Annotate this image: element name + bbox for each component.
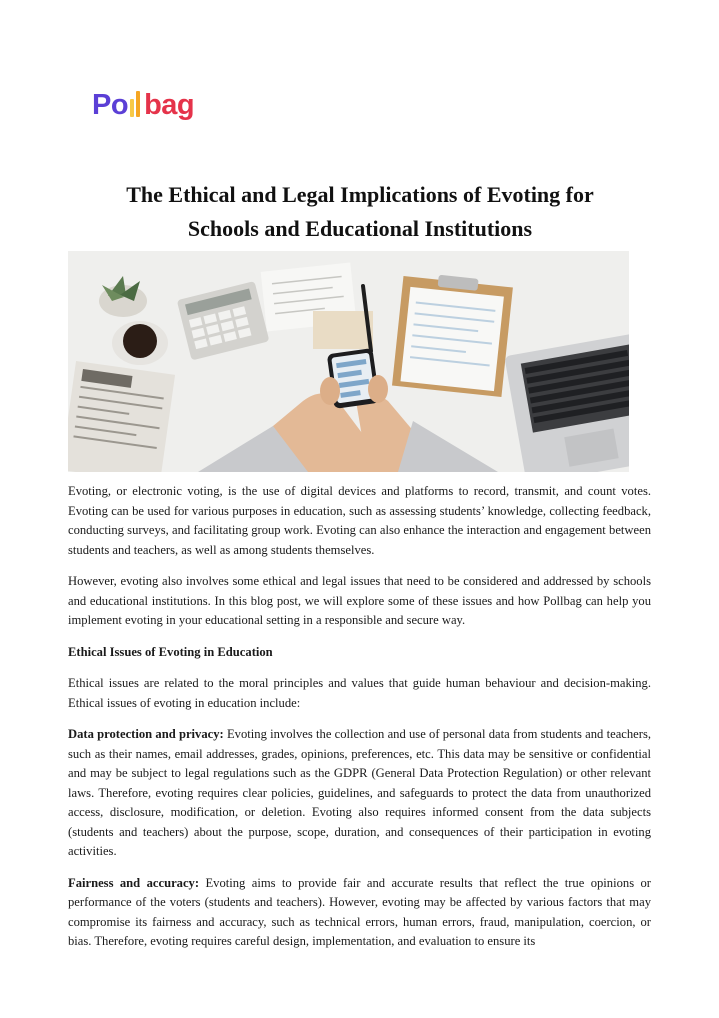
fairness-text: Evoting aims to provide fair and accurate results that reflect the true opinions or performance of the voters (students and teachers). However, evoting may be affected by various factors that may compromise its fairness and accuracy, such as technical errors, human errors, fraud, manipulation, coercion, or bias. Therefore, evoting requires careful design, implementation, and evaluation to ensure its bbox=[68, 875, 651, 948]
pollbag-logo bbox=[92, 86, 194, 120]
data-protection-label: Data protection and privacy: bbox=[68, 727, 224, 741]
desk-illustration bbox=[68, 251, 629, 472]
fairness-label: Fairness and accuracy: bbox=[68, 875, 200, 890]
paragraph-however: However, evoting also involves some ethical and legal issues that need to be considered and addressed by schools and educational institutions. In this blog post, we will explore some of these issues and how Pollbag can help you implement evoting in your educational setting in a responsible and secure way. bbox=[68, 574, 651, 627]
data-protection-text: Evoting involves the collection and use of personal data from students and teachers, such as their names, email addresses, grades, opinions, preferences, etc. This data may be sensitive or confidential and may be subject to legal regulations such as the GDPR (General Data Protection Regulation) or other relevant laws. Therefore, evoting requires clear policies, guidelines, and safeguards to protect the data from unauthorized access, disclosure, modification, or deletion. Evoting also requires informed consent from the data subjects (students and teachers) about the purpose, scope, duration, and consequences of their participation in evoting activities. bbox=[68, 727, 651, 858]
title-line-1: The Ethical and Legal Implications of Evoting for bbox=[126, 182, 594, 207]
article-body bbox=[68, 482, 651, 964]
hero-photo bbox=[68, 251, 629, 472]
paragraph-data-protection bbox=[68, 725, 651, 862]
paragraph-ethical-intro: Ethical issues are related to the moral principles and values that guide human behaviour and decision-making. Ethical issues of evoting in education include: bbox=[68, 676, 651, 710]
section-heading-ethical: Ethical Issues of Evoting in Education bbox=[68, 644, 273, 659]
logo-text-bag: bag bbox=[144, 89, 195, 121]
logo-text-po: Po bbox=[92, 89, 129, 121]
paragraph-intro: Evoting, or electronic voting, is the use of digital devices and platforms to record, transmit, and count votes. Evoting can be used for various purposes in education, such as assessing students’ knowledge, collecting feedback, conducting surveys, and facilitating group work. Evoting can also enhance the interaction and engagement between students and teachers, as well as among students themselves. bbox=[68, 484, 651, 557]
paragraph-fairness bbox=[68, 874, 651, 952]
title-line-2: Schools and Educational Institutions bbox=[187, 216, 533, 241]
page-title bbox=[60, 178, 660, 246]
logo-bars-icon bbox=[130, 87, 142, 117]
